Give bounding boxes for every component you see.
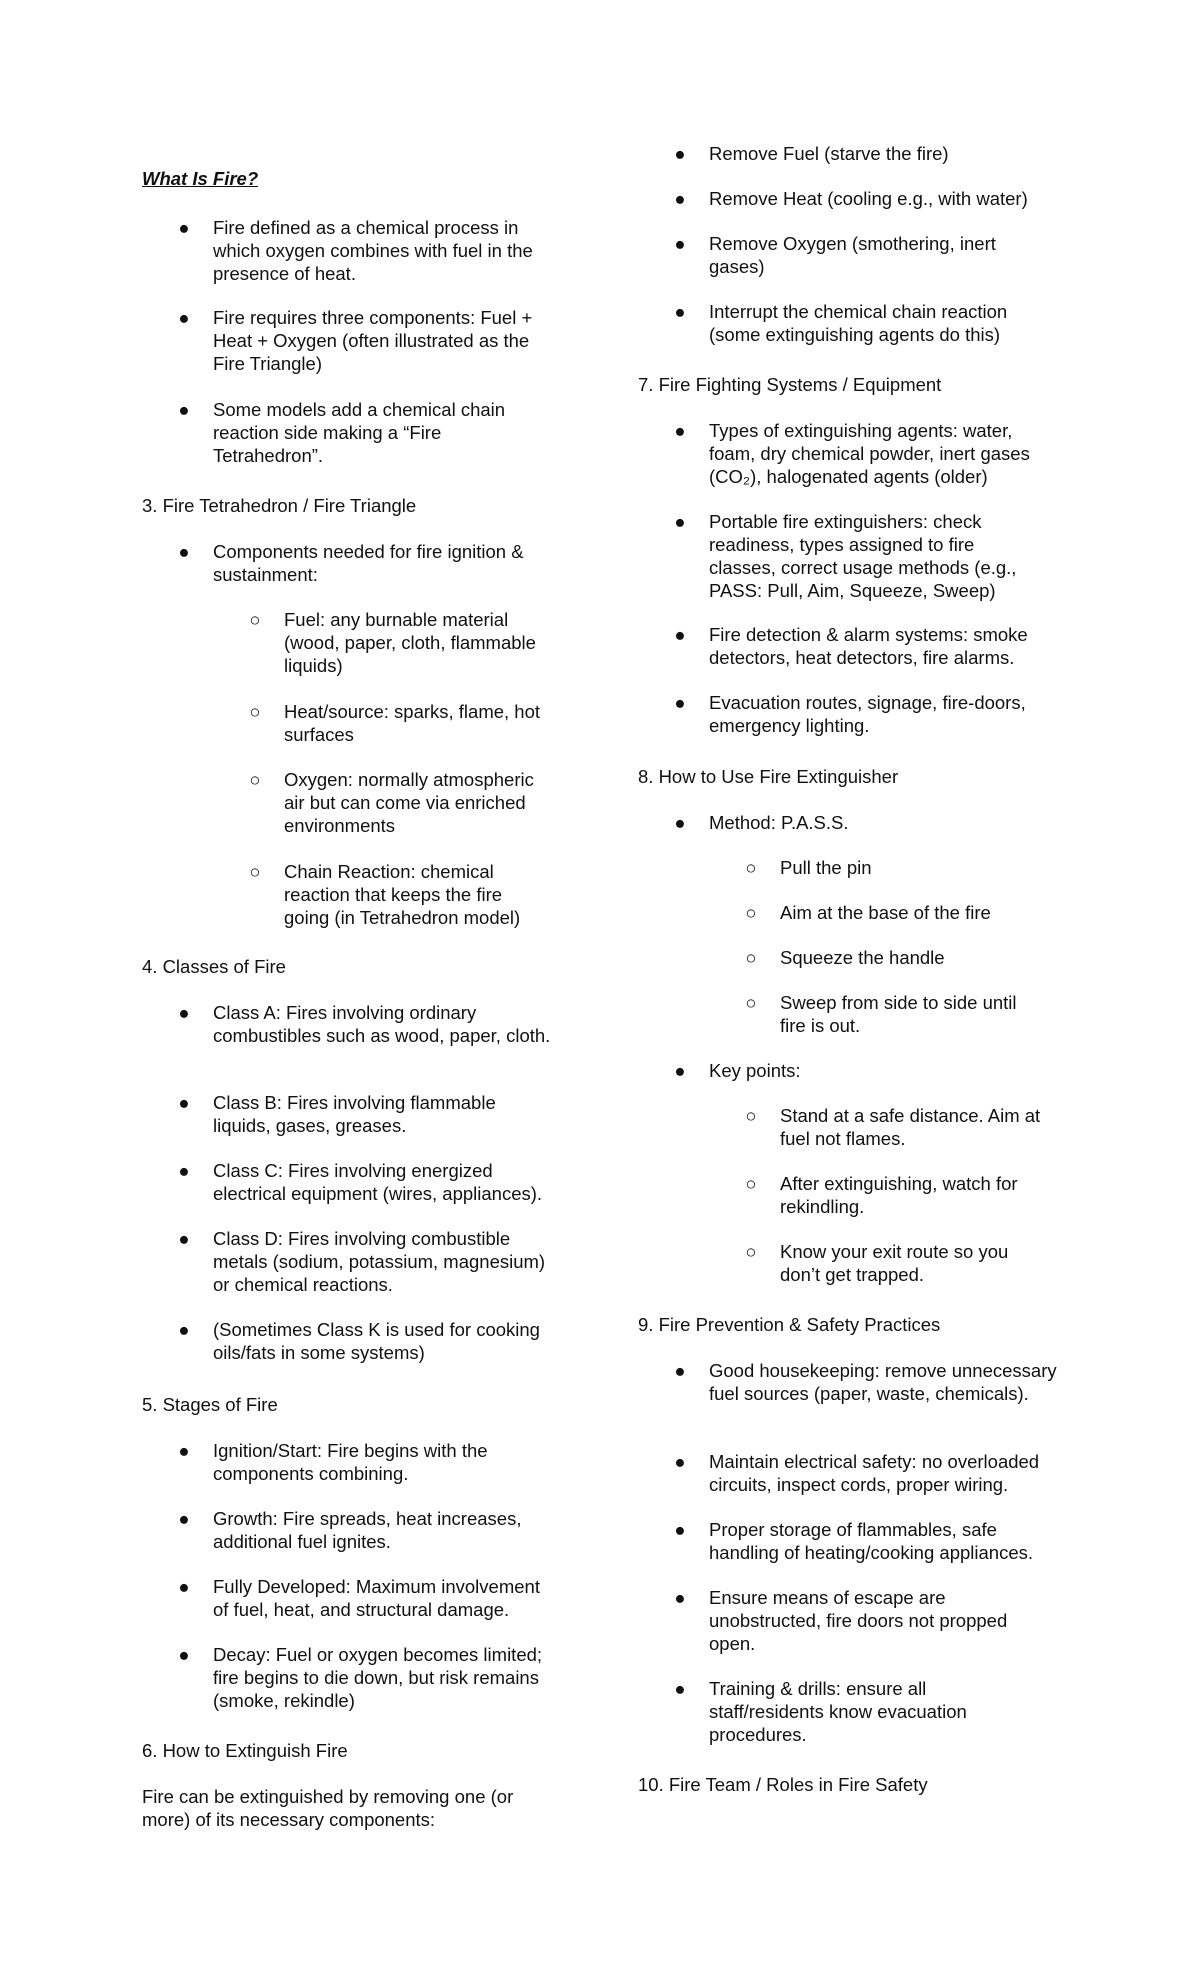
section-heading: 9. Fire Prevention & Safety Practices [638,1314,941,1335]
section-heading: 6. How to Extinguish Fire [142,1740,348,1761]
section-heading: 8. How to Use Fire Extinguisher [638,766,899,787]
section-heading: 3. Fire Tetrahedron / Fire Triangle [142,495,417,516]
section-heading: 10. Fire Team / Roles in Fire Safety [638,1774,928,1795]
section-heading: 7. Fire Fighting Systems / Equipment [638,374,942,395]
section-heading: 5. Stages of Fire [142,1394,278,1415]
document-page: What Is Fire? ● Fire defined as a chemical process in which oxygen combines with fuel in the presence of heat. ● Fire requires three components: Fuel + Heat + Oxygen (often illustrated as the Fire Triangle) ● Some models add a chemical chain reaction side making a “Fire Tetrahedron”. 3. Fire Tetrahedron / Fire Triangle ● Components needed for fire ignition & sustainment: ○ Fuel: any burnable material (wood, paper, cloth, flammable liquids) ○ Heat/source: sparks, flame, hot surfaces ○ Oxygen: normally atmospheric air but can come via enriched environments ○ Chain Reaction: chemical reaction that keeps the fire going (in Tetrahedron model) 4. Classes of Fire ● Class A: Fires involving ordinary combustibles such as wood, paper, cloth. ● Class B: Fires involving flammable liquids, gases, greases. ● Class C: Fires involving energized electrical equipment (wires, appliances). ● Class D: Fires involving combustible metals (sodium, potassium, magnesium) or chemical reactions. ● (Sometimes Class K is used for cooking oils/fats in some systems) 5. Stages of Fire ● Ignition/Start: Fire begins with the components combining. ● Growth: Fire spreads, heat increases, additional fuel ignites. ● Fully Developed: Maximum involvement of fuel, heat, and structural damage. ● Decay: Fuel or oxygen becomes limited; fire begins to die down, but risk remains (smoke, rekindle) 6. How to Extinguish Fire Fire can be extinguished by removing one (or more) of its necessary components: ● Remove Fuel (starve the fire) ● Remove Heat (cooling e.g., with water) ● Remove Oxygen (smothering, inert gases) ● Interrupt the chemical chain reaction (some extinguishing agents do this) 7. Fire Fighting Systems / Equipment ● Types of extinguishing agents: water, foam, dry chemical powder, inert gases (CO₂), halogenated agents (older) ● Portable fire extinguishers: check readiness, types assigned to fire classes, correct usage methods (e.g., PASS: Pull, Aim, Squeeze, Sweep) ● Fire detection & alarm systems: smoke detectors, heat detectors, fire alarms. ● Evacuation routes, signage, fire-doors, emergency lighting. 8. How to Use Fire Extinguisher ● Method: P.A.S.S. ○ Pull the pin ○ Aim at the base of the fire ○ Squeeze the handle ○ Sweep from side to side until fire is out. ● Key points: ○ Stand at a safe distance. Aim at fuel not flames. ○ After extinguishing, watch for rekindling. ○ Know your exit route so you don’t get trapped. 9. Fire Prevention & Safety Practices ● Good housekeeping: remove unnecessary fuel sources (paper, waste, chemicals). ● Maintain electrical safety: no overloaded circuits, inspect cords, proper wiring. ● Proper storage of flammables, safe handling of heating/cooking appliances. ● Ensure means of escape are unobstructed, fire doors not propped open. ● Training & drills: ensure all staff/residents know evacuation procedures. 10. Fire Team / Roles in Fire Safety [142,143,1057,1830]
paragraph: Fire can be extinguished by removing one (or more) of its necessary components: [142,1786,514,1830]
section-heading: 4. Classes of Fire [142,956,286,977]
page-title: What Is Fire? [142,168,259,189]
